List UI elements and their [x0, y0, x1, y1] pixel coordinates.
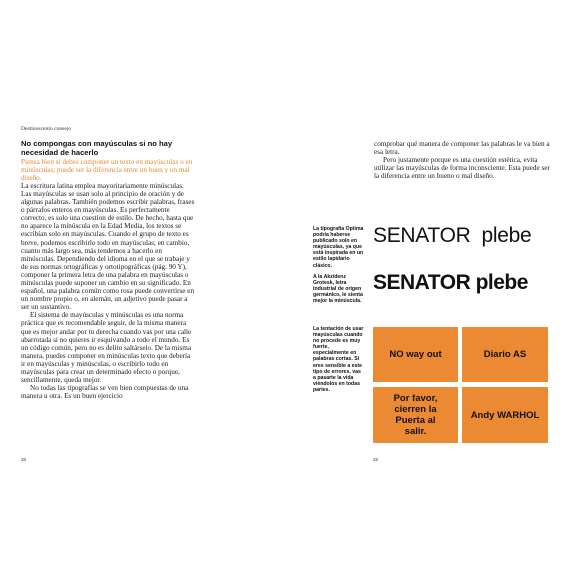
sample-akzidenz: SENATOR plebe [373, 271, 528, 294]
orange-box-diario-as [462, 327, 548, 382]
box-text: Diario AS [483, 349, 527, 360]
right-folio: 39 [373, 457, 379, 462]
sample-optima: SENATOR plebe [373, 224, 532, 247]
right-paragraph-2: Pero justamente porque es una cuestión estética, evita utilizar las mayúsculas de forma inconsciente. Esta puede ser la diferencia entre un bueno o mal diseño. [374, 156, 550, 181]
body-paragraph-3: No todas las tipografías se ven bien compuestas de una manera u otra. Es un buen ejercicio [21, 384, 189, 401]
left-text-column [21, 140, 196, 400]
side-note-optima: La tipografía Optima podría haberse publicado solo en mayúsculas, ya que está inspirada en un estilo lapidario clásico. [313, 226, 364, 269]
body-paragraph-1: La escritura latina emplea mayoritariamente minúsculas. Las mayúsculas se usan solo al principio de oración y de algunas palabras. También podemos escribir palabras, frases o párrafos enteros en mayúsculas. Es perfectamente correcto, es solo una cuestion de estilo. De hecho, hasta que no aparece la minúscula en la Edad Media, los textos se escribían solo en mayúsculas. Cuando el grupo de texto es breve, podemos escribirlo todo en mayúsculas; en cambio, cuanto más largo sea, más tendemos a hacerlo en minúsculas. Dependiendo del idioma en el que se trabaje y de sus normas ortográficas y ortotipográficas (pág. 90 Y), componer la primera letra de una palabra en mayúsculas o minúsculas puede suponer un cambio en su significado. En español, una palabra común como rosa puede convertirse en un nombre propio o, en alemán, un adjetivo puede pasar a ser un sustantivo. [21, 181, 195, 312]
box-text: Andy WARHOL [470, 409, 540, 421]
box-text: Por favor, cierren la Puerta al salir. [393, 393, 438, 437]
right-paragraph-1: comprobar qué manera de componer las palabras le va bien a esa letra. [374, 140, 550, 157]
left-folio: 38 [21, 457, 27, 462]
side-note-akzidenz: A la Akzidenz Grotesk, letra industrial de origen germánico, le sienta mejor la minúscula. [313, 274, 363, 305]
body-paragraph-2: El sistema de mayúsculas y minúsculas es una norma práctica que es recomendable seguir, de la misma manera que es mejor andar por tu derecha cuando vas por una calle abarrotada si no quieres ir esquivando a todo el mundo. Es un código común, pero no es delito saltárselo. De la misma manera, puedes componer en minúsculas texto que debería ir en mayúsculas y minúsculas, o escribirlo todo en mayúsculas para crear un determinado efecto o porque, sencillamente, queda mejor. [21, 311, 192, 385]
box-text: NO way out [389, 349, 442, 360]
right-text-column [374, 140, 552, 180]
side-note-temptation: La tentación de usar mayúsculas cuando no procede es muy fuerte, especialmente en palabras cortas. Si eres sensible a este tipo de errores, vas a pasarte la vida viéndolos en todas partes. [313, 326, 364, 393]
orange-box-no-way-out [373, 327, 458, 382]
running-head: Destinoscento consejo [21, 126, 72, 132]
orange-box-por-favor [373, 387, 458, 443]
orange-box-andy-warhol [462, 387, 548, 443]
section-heading: No compongas con mayúsculas si no hay necesidad de hacerlo [21, 139, 173, 157]
lead-paragraph: Piensa bien si debes componer un texto en mayúsculas o en minúsculas, puede ser la diferencia entre un buen y un mal diseño. [21, 157, 193, 182]
